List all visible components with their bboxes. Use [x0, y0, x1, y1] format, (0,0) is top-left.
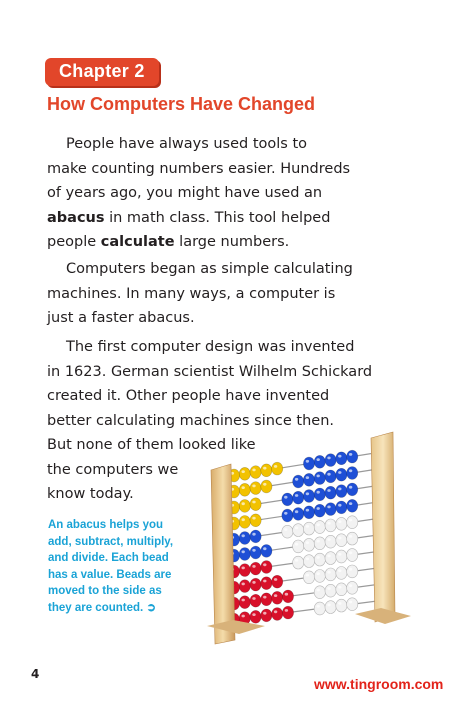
abacus-bead: [314, 537, 325, 550]
abacus-bead: [325, 503, 336, 516]
abacus-bead-highlight: [252, 533, 255, 536]
abacus-bead-highlight: [338, 504, 341, 507]
abacus-bead-highlight: [338, 537, 341, 540]
abacus-bead: [293, 508, 304, 521]
abacus-bead: [272, 608, 283, 621]
abacus-bead-highlight: [263, 483, 266, 486]
abacus-bead: [336, 468, 347, 481]
abacus-bead-highlight: [349, 453, 352, 456]
frame-right-foot: [355, 608, 411, 624]
abacus-bead: [293, 540, 304, 553]
abacus-bead-highlight: [317, 507, 320, 510]
caption-line: moved to the side as: [48, 585, 162, 597]
abacus-bead-highlight: [252, 565, 255, 568]
abacus-bead-highlight: [252, 501, 255, 504]
abacus-bead-highlight: [317, 572, 320, 575]
abacus-bead-highlight: [252, 549, 255, 552]
abacus-bead-highlight: [327, 571, 330, 574]
caption-line: and divide. Each bead: [48, 552, 169, 564]
abacus-bead-highlight: [252, 517, 255, 520]
abacus-bead: [303, 538, 314, 551]
abacus-bead: [336, 452, 347, 465]
abacus-bead: [239, 467, 250, 480]
abacus-bead-highlight: [349, 502, 352, 505]
paragraph-1-text: in math class. This tool helped: [104, 209, 331, 226]
abacus-bead-highlight: [306, 541, 309, 544]
abacus-bead: [314, 488, 325, 501]
caption-line: they are counted. ➲: [48, 601, 157, 614]
frame-left-post: [211, 464, 235, 644]
abacus-bead-highlight: [338, 586, 341, 589]
abacus-bead: [261, 545, 272, 558]
abacus-bead: [239, 580, 250, 593]
abacus-bead-highlight: [338, 553, 341, 556]
abacus-bead: [336, 485, 347, 498]
paragraph-1-line: [47, 206, 392, 231]
abacus-bead-highlight: [242, 615, 245, 618]
abacus-bead: [250, 530, 261, 543]
abacus-bead-highlight: [306, 476, 309, 479]
abacus-bead: [347, 549, 358, 562]
term-abacus: abacus: [47, 209, 105, 226]
abacus-bead: [314, 570, 325, 583]
abacus-bead: [282, 493, 293, 506]
abacus-bead: [325, 470, 336, 483]
abacus-bead: [303, 506, 314, 519]
abacus-bead-highlight: [274, 465, 277, 468]
paragraph-3-line: The first computer design was invented: [66, 339, 355, 355]
abacus-bead-highlight: [242, 567, 245, 570]
abacus-bead: [239, 483, 250, 496]
abacus-bead-highlight: [338, 471, 341, 474]
abacus-bead: [293, 524, 304, 537]
abacus-bead: [325, 584, 336, 597]
paragraph-1-line: make counting numbers easier. Hundreds: [47, 160, 351, 177]
abacus-bead: [239, 500, 250, 513]
abacus-bead-highlight: [242, 470, 245, 473]
abacus-bead-highlight: [349, 519, 352, 522]
abacus-bead: [314, 455, 325, 468]
abacus-bead-highlight: [285, 593, 288, 596]
abacus-bead: [314, 504, 325, 517]
abacus-bead: [250, 610, 261, 623]
abacus-bead-highlight: [349, 535, 352, 538]
abacus-bead: [282, 590, 293, 603]
abacus-bead-highlight: [317, 491, 320, 494]
abacus-bead: [272, 462, 283, 475]
abacus-bead-highlight: [317, 605, 320, 608]
abacus-bead: [347, 467, 358, 480]
paragraph-2: [47, 257, 392, 331]
abacus-bead-highlight: [327, 604, 330, 607]
abacus-bead-highlight: [242, 534, 245, 537]
abacus-bead-highlight: [252, 469, 255, 472]
abacus-bead-highlight: [242, 502, 245, 505]
abacus-bead: [314, 553, 325, 566]
abacus-bead: [347, 499, 358, 512]
abacus-bead: [336, 534, 347, 547]
abacus-bead-highlight: [317, 458, 320, 461]
paragraph-1-line: People have always used tools to: [66, 136, 308, 152]
footer-url: www.tingroom.com: [314, 676, 444, 692]
abacus-bead-highlight: [317, 523, 320, 526]
abacus-bead-highlight: [263, 547, 266, 550]
paragraph-2-line: machines. In many ways, a computer is: [47, 285, 336, 302]
abacus-bead-highlight: [242, 599, 245, 602]
abacus-bead-highlight: [327, 473, 330, 476]
abacus-bead: [261, 593, 272, 606]
abacus-bead-highlight: [327, 555, 330, 558]
abacus-bead-highlight: [349, 486, 352, 489]
abacus-bead: [336, 501, 347, 514]
abacus-bead: [336, 517, 347, 530]
abacus-bead: [303, 522, 314, 535]
abacus-bead-highlight: [338, 520, 341, 523]
chapter-title: How Computers Have Changed: [47, 94, 316, 114]
abacus-bead-highlight: [263, 612, 266, 615]
paragraph-3-line: created it. Other people have invented: [47, 388, 330, 404]
abacus-bead-highlight: [349, 551, 352, 554]
abacus-bead-highlight: [306, 492, 309, 495]
abacus-bead-highlight: [263, 563, 266, 566]
abacus-bead: [239, 516, 250, 529]
abacus-bead-highlight: [252, 613, 255, 616]
abacus-bead: [261, 480, 272, 493]
abacus-bead-highlight: [252, 485, 255, 488]
abacus-bead-highlight: [252, 597, 255, 600]
paragraph-1-text: large numbers.: [174, 234, 290, 250]
abacus-illustration: [205, 430, 435, 645]
abacus-bead-highlight: [295, 527, 298, 530]
paragraph-1-text: people: [47, 234, 101, 250]
abacus-bead-highlight: [327, 506, 330, 509]
abacus-bead-highlight: [338, 455, 341, 458]
abacus-bead-highlight: [317, 475, 320, 478]
paragraph-3-line: better calculating machines since then.: [47, 412, 335, 429]
paragraph-3-line: know today.: [47, 486, 134, 502]
abacus-bead-highlight: [295, 494, 298, 497]
abacus-beads: [228, 450, 357, 626]
abacus-bead: [282, 606, 293, 619]
abacus-bead-highlight: [284, 496, 287, 499]
abacus-bead: [303, 473, 314, 486]
caption-line: add, subtract, multiply,: [48, 535, 174, 548]
abacus-bead: [261, 464, 272, 477]
abacus-bead-highlight: [274, 578, 277, 581]
abacus-bead-highlight: [295, 543, 298, 546]
abacus-bead: [336, 599, 347, 612]
paragraph-1: [47, 132, 392, 255]
caption-line: has a value. Beads are: [48, 568, 172, 581]
abacus-bead: [282, 509, 293, 522]
abacus-bead-highlight: [274, 594, 277, 597]
abacus-bead: [347, 581, 358, 594]
paragraph-1-line: of years ago, you might have used an: [47, 185, 323, 201]
abacus-bead: [250, 466, 261, 479]
paragraph-3-line: But none of them looked like: [47, 437, 256, 453]
abacus-bead-highlight: [284, 528, 287, 531]
abacus-bead: [239, 596, 250, 609]
caption-line: An abacus helps you: [48, 519, 164, 531]
chapter-label: Chapter 2: [59, 61, 145, 81]
abacus-bead-highlight: [327, 457, 330, 460]
paragraph-3-line: in 1623. German scientist Wilhelm Schickard: [47, 363, 373, 380]
abacus-bead: [347, 516, 358, 529]
page-number: 4: [31, 667, 40, 681]
abacus-bead-highlight: [306, 574, 309, 577]
abacus-bead: [347, 598, 358, 611]
abacus-bead-highlight: [284, 512, 287, 515]
abacus-bead: [303, 457, 314, 470]
abacus-bead: [303, 555, 314, 568]
paragraph-1-line: [47, 230, 392, 255]
abacus-bead-highlight: [306, 525, 309, 528]
abacus-bead: [325, 568, 336, 581]
abacus-bead: [282, 525, 293, 538]
abacus-bead-highlight: [242, 486, 245, 489]
chapter-label-tab: [45, 58, 159, 86]
abacus-bead: [239, 532, 250, 545]
paragraph-3-line: the computers we: [47, 461, 179, 478]
abacus-bead-highlight: [349, 469, 352, 472]
abacus-bead-highlight: [338, 569, 341, 572]
abacus-bead-highlight: [349, 568, 352, 571]
abacus-bead: [336, 583, 347, 596]
abacus-bead-highlight: [242, 550, 245, 553]
abacus-bead-highlight: [263, 580, 266, 583]
abacus-bead-highlight: [327, 587, 330, 590]
abacus-bead: [325, 552, 336, 565]
abacus-bead-highlight: [349, 601, 352, 604]
abacus-bead: [261, 609, 272, 622]
abacus-bead-highlight: [349, 584, 352, 587]
paragraph-2-line: just a faster abacus.: [47, 310, 195, 326]
abacus-bead-highlight: [242, 518, 245, 521]
abacus-bead: [272, 575, 283, 588]
abacus-bead: [293, 491, 304, 504]
abacus-bead: [314, 472, 325, 485]
abacus-bead: [293, 475, 304, 488]
abacus-bead-highlight: [263, 596, 266, 599]
abacus-bead: [325, 519, 336, 532]
frame-right-post: [371, 432, 395, 622]
abacus-bead-highlight: [263, 467, 266, 470]
abacus-bead-highlight: [252, 581, 255, 584]
abacus-bead: [325, 454, 336, 467]
paragraph-2-line: Computers began as simple calculating: [66, 261, 353, 277]
abacus-bead: [336, 550, 347, 563]
abacus-bead-highlight: [327, 538, 330, 541]
abacus-bead: [261, 577, 272, 590]
abacus-bead: [336, 567, 347, 580]
abacus-bead-highlight: [295, 559, 298, 562]
abacus-bead-highlight: [295, 510, 298, 513]
abacus-bead: [250, 498, 261, 511]
abacus-bead: [325, 535, 336, 548]
abacus-bead-highlight: [317, 540, 320, 543]
abacus-bead: [250, 514, 261, 527]
abacus-bead: [303, 571, 314, 584]
abacus-bead: [314, 586, 325, 599]
abacus-bead: [261, 561, 272, 574]
abacus-bead: [239, 564, 250, 577]
abacus-bead-highlight: [327, 489, 330, 492]
term-calculate: calculate: [100, 234, 175, 250]
abacus-bead-highlight: [338, 602, 341, 605]
abacus-bead: [325, 601, 336, 614]
abacus-bead: [347, 450, 358, 463]
abacus-bead: [250, 594, 261, 607]
abacus-bead-highlight: [295, 478, 298, 481]
abacus-bead: [239, 548, 250, 561]
abacus-bead-highlight: [317, 556, 320, 559]
abacus-bead: [303, 490, 314, 503]
abacus-bead-highlight: [327, 522, 330, 525]
abacus-caption: [48, 517, 208, 616]
abacus-bead: [347, 483, 358, 496]
abacus-bead: [272, 591, 283, 604]
abacus-bead: [325, 486, 336, 499]
abacus-bead: [314, 521, 325, 534]
abacus-bead: [293, 556, 304, 569]
abacus-bead-highlight: [317, 589, 320, 592]
abacus-bead-highlight: [306, 509, 309, 512]
abacus-bead: [250, 482, 261, 495]
abacus-bead: [250, 578, 261, 591]
abacus-bead-highlight: [306, 460, 309, 463]
abacus-bead-highlight: [306, 558, 309, 561]
abacus-bead: [314, 602, 325, 615]
abacus-bead: [250, 546, 261, 559]
abacus-bead-highlight: [285, 609, 288, 612]
abacus-bead: [347, 532, 358, 545]
abacus-bead-highlight: [338, 488, 341, 491]
abacus-bead: [250, 562, 261, 575]
abacus-bead-highlight: [242, 583, 245, 586]
abacus-bead-highlight: [274, 610, 277, 613]
abacus-bead: [347, 565, 358, 578]
